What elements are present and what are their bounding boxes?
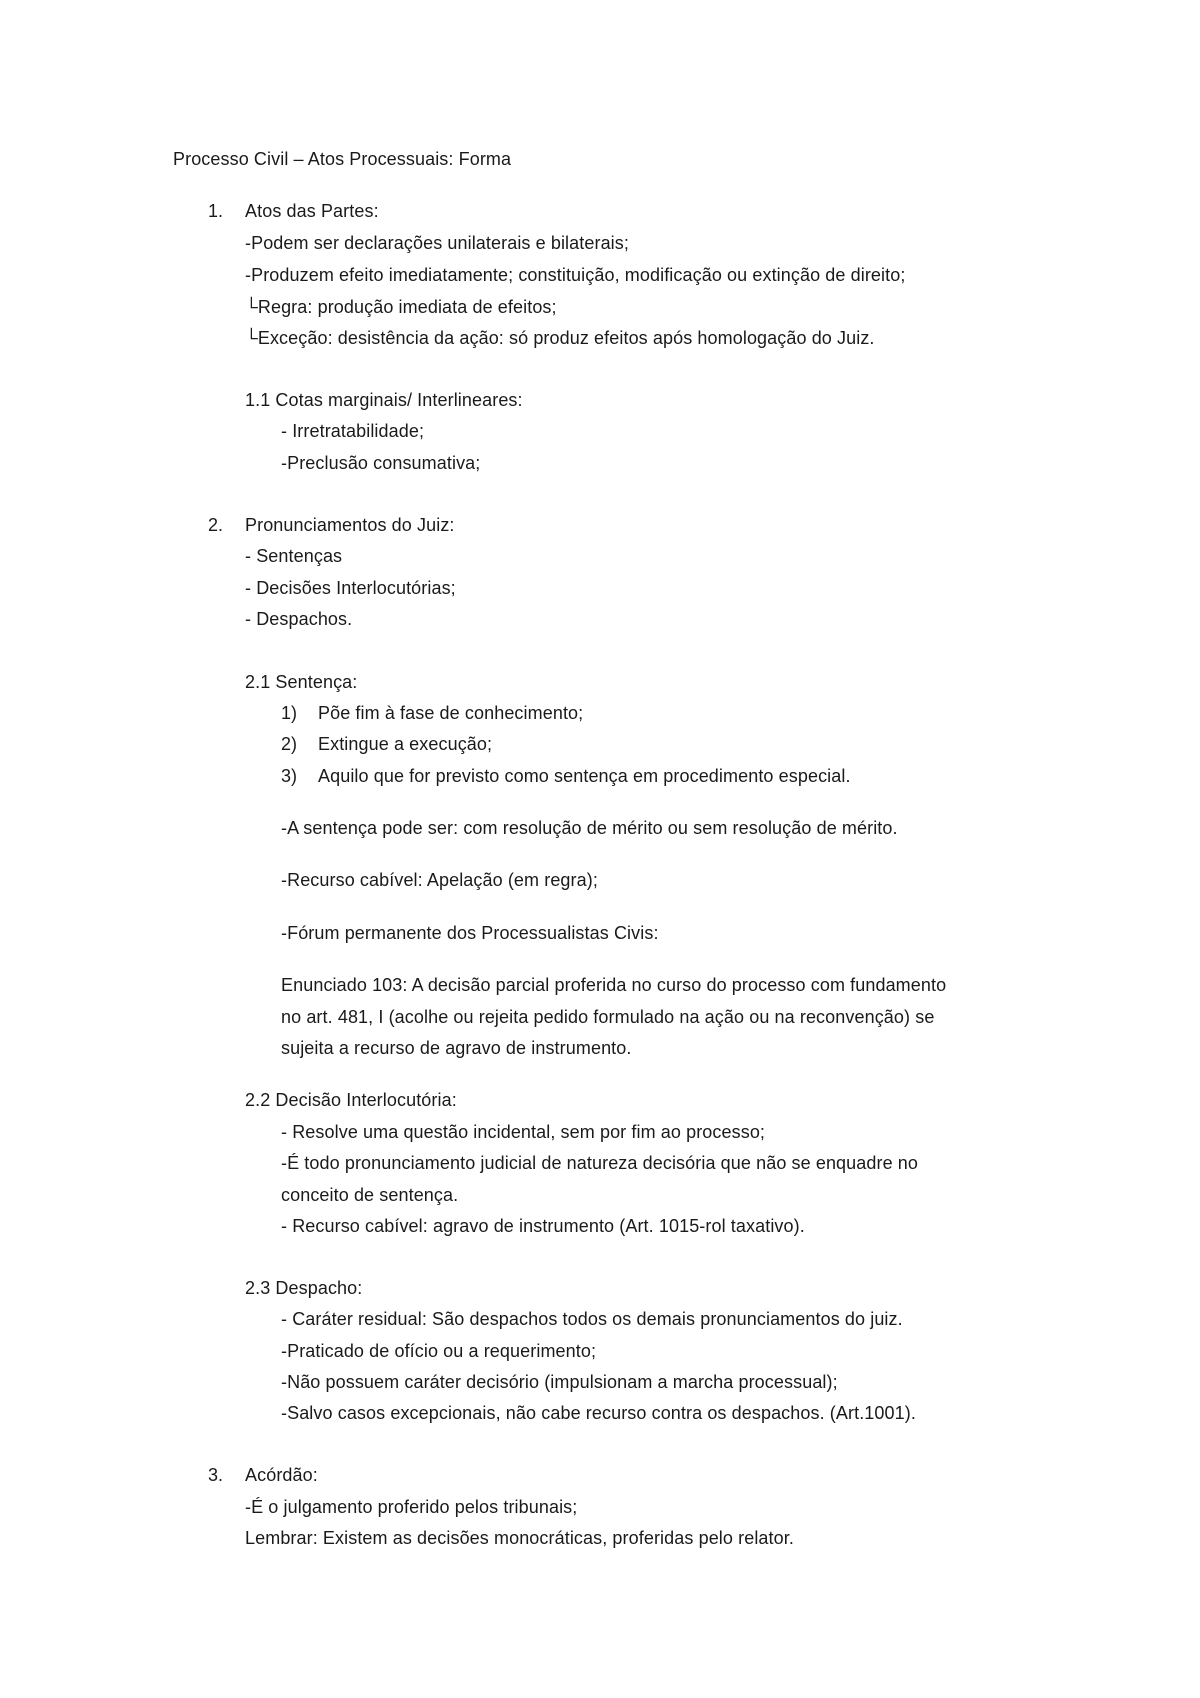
section-3-number: 3. — [208, 1465, 224, 1485]
subsection-2-3-line: -Não possuem caráter decisório (impulsionam a marcha processual); — [281, 1372, 838, 1392]
section-2-line: - Decisões Interlocutórias; — [245, 578, 456, 598]
section-1-line: -Produzem efeito imediatamente; constituição, modificação ou extinção de direito; — [245, 265, 906, 285]
enunciado-line: Enunciado 103: A decisão parcial proferida no curso do processo com fundamento — [281, 975, 947, 995]
sentenca-paragraph: -A sentença pode ser: com resolução de mérito ou sem resolução de mérito. — [281, 818, 898, 838]
subsection-2-3-heading: 2.3 Despacho: — [245, 1278, 363, 1298]
section-1-number: 1. — [208, 201, 224, 221]
subsection-2-2-line: -É todo pronunciamento judicial de natureza decisória que não se enquadre no — [281, 1153, 919, 1173]
section-1-line: └Exceção: desistência da ação: só produz efeitos após homologação do Juiz. — [245, 328, 875, 348]
section-2-heading: Pronunciamentos do Juiz: — [245, 515, 455, 535]
numbered-item-marker: 1) — [281, 703, 298, 723]
enunciado-line: no art. 481, I (acolhe ou rejeita pedido formulado na ação ou na reconvenção) se — [281, 1007, 935, 1027]
subsection-2-3-line: -Salvo casos excepcionais, não cabe recurso contra os despachos. (Art.1001). — [281, 1403, 916, 1423]
subsection-2-3-line: -Praticado de ofício ou a requerimento; — [281, 1341, 597, 1361]
numbered-item-text: Põe fim à fase de conhecimento; — [318, 703, 584, 723]
sentenca-paragraph: -Fórum permanente dos Processualistas Civis: — [281, 923, 659, 943]
subsection-2-1-heading: 2.1 Sentença: — [245, 672, 358, 692]
numbered-item-text: Aquilo que for previsto como sentença em procedimento especial. — [318, 766, 851, 786]
section-3-line: Lembrar: Existem as decisões monocráticas, proferidas pelo relator. — [245, 1528, 794, 1548]
section-1-line: -Podem ser declarações unilaterais e bilaterais; — [245, 233, 629, 253]
numbered-item-marker: 3) — [281, 766, 298, 786]
subsection-2-2-heading: 2.2 Decisão Interlocutória: — [245, 1090, 457, 1110]
numbered-item-marker: 2) — [281, 734, 298, 754]
subsection-1-1-line: -Preclusão consumativa; — [281, 453, 481, 473]
subsection-2-3-line: - Caráter residual: São despachos todos os demais pronunciamentos do juiz. — [281, 1309, 903, 1329]
section-2-number: 2. — [208, 515, 224, 535]
subsection-2-2-line: - Recurso cabível: agravo de instrumento (Art. 1015-rol taxativo). — [281, 1216, 805, 1236]
sentenca-paragraph: -Recurso cabível: Apelação (em regra); — [281, 870, 598, 890]
document-title: Processo Civil – Atos Processuais: Forma — [173, 149, 512, 169]
section-3-heading: Acórdão: — [245, 1465, 318, 1485]
subsection-1-1-line: - Irretratabilidade; — [281, 421, 425, 441]
section-2-line: - Sentenças — [245, 546, 343, 566]
section-2-line: - Despachos. — [245, 609, 353, 629]
section-1-line: └Regra: produção imediata de efeitos; — [245, 297, 557, 317]
subsection-2-2-line: - Resolve uma questão incidental, sem por fim ao processo; — [281, 1122, 766, 1142]
section-3-line: -É o julgamento proferido pelos tribunais; — [245, 1497, 578, 1517]
subsection-1-1-heading: 1.1 Cotas marginais/ Interlineares: — [245, 390, 523, 410]
section-1-heading: Atos das Partes: — [245, 201, 379, 221]
numbered-item-text: Extingue a execução; — [318, 734, 493, 754]
enunciado-line: sujeita a recurso de agravo de instrumento. — [281, 1038, 632, 1058]
subsection-2-2-line: conceito de sentença. — [281, 1185, 459, 1205]
